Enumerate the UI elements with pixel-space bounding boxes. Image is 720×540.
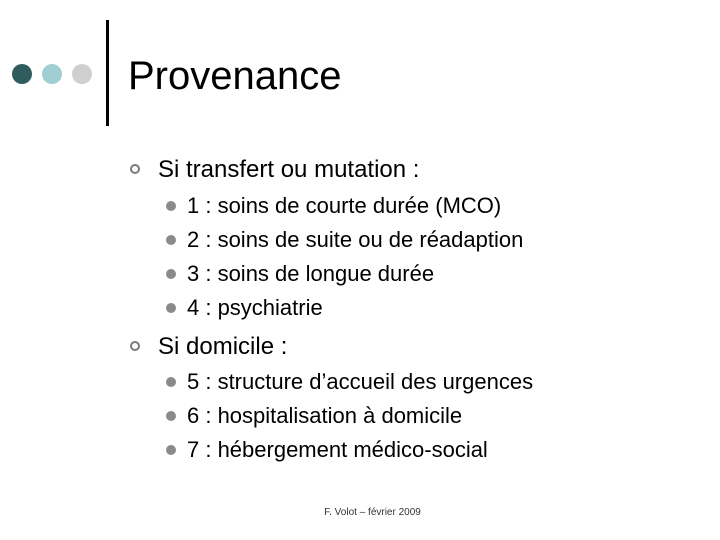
list-item-text: 5 : structure d’accueil des urgences bbox=[187, 369, 534, 394]
hollow-bullet-icon bbox=[130, 341, 140, 351]
list-item-text: 7 : hébergement médico-social bbox=[187, 437, 488, 462]
decorative-dot-dark bbox=[12, 64, 32, 84]
filled-bullet-icon bbox=[166, 269, 176, 279]
filled-bullet-icon bbox=[166, 377, 176, 387]
decorative-dot-grey bbox=[72, 64, 92, 84]
title-divider bbox=[106, 20, 109, 126]
slide-footer: F. Volot – février 2009 bbox=[324, 507, 421, 518]
list-item-text: 4 : psychiatrie bbox=[187, 295, 323, 320]
filled-bullet-icon bbox=[166, 303, 176, 313]
list-item-text: 2 : soins de suite ou de réadaption bbox=[187, 227, 524, 252]
filled-bullet-icon bbox=[166, 235, 176, 245]
filled-bullet-icon bbox=[166, 445, 176, 455]
list-item-text: 3 : soins de longue durée bbox=[187, 261, 435, 286]
section-heading-text: Si transfert ou mutation : bbox=[158, 156, 420, 183]
list-item-text: 1 : soins de courte durée (MCO) bbox=[187, 193, 502, 218]
filled-bullet-icon bbox=[166, 411, 176, 421]
hollow-bullet-icon bbox=[130, 164, 140, 174]
decorative-dot-teal bbox=[42, 64, 62, 84]
slide-title: Provenance bbox=[128, 54, 342, 98]
list-item-text: 6 : hospitalisation à domicile bbox=[187, 403, 463, 428]
filled-bullet-icon bbox=[166, 201, 176, 211]
section-heading-text: Si domicile : bbox=[158, 333, 288, 360]
